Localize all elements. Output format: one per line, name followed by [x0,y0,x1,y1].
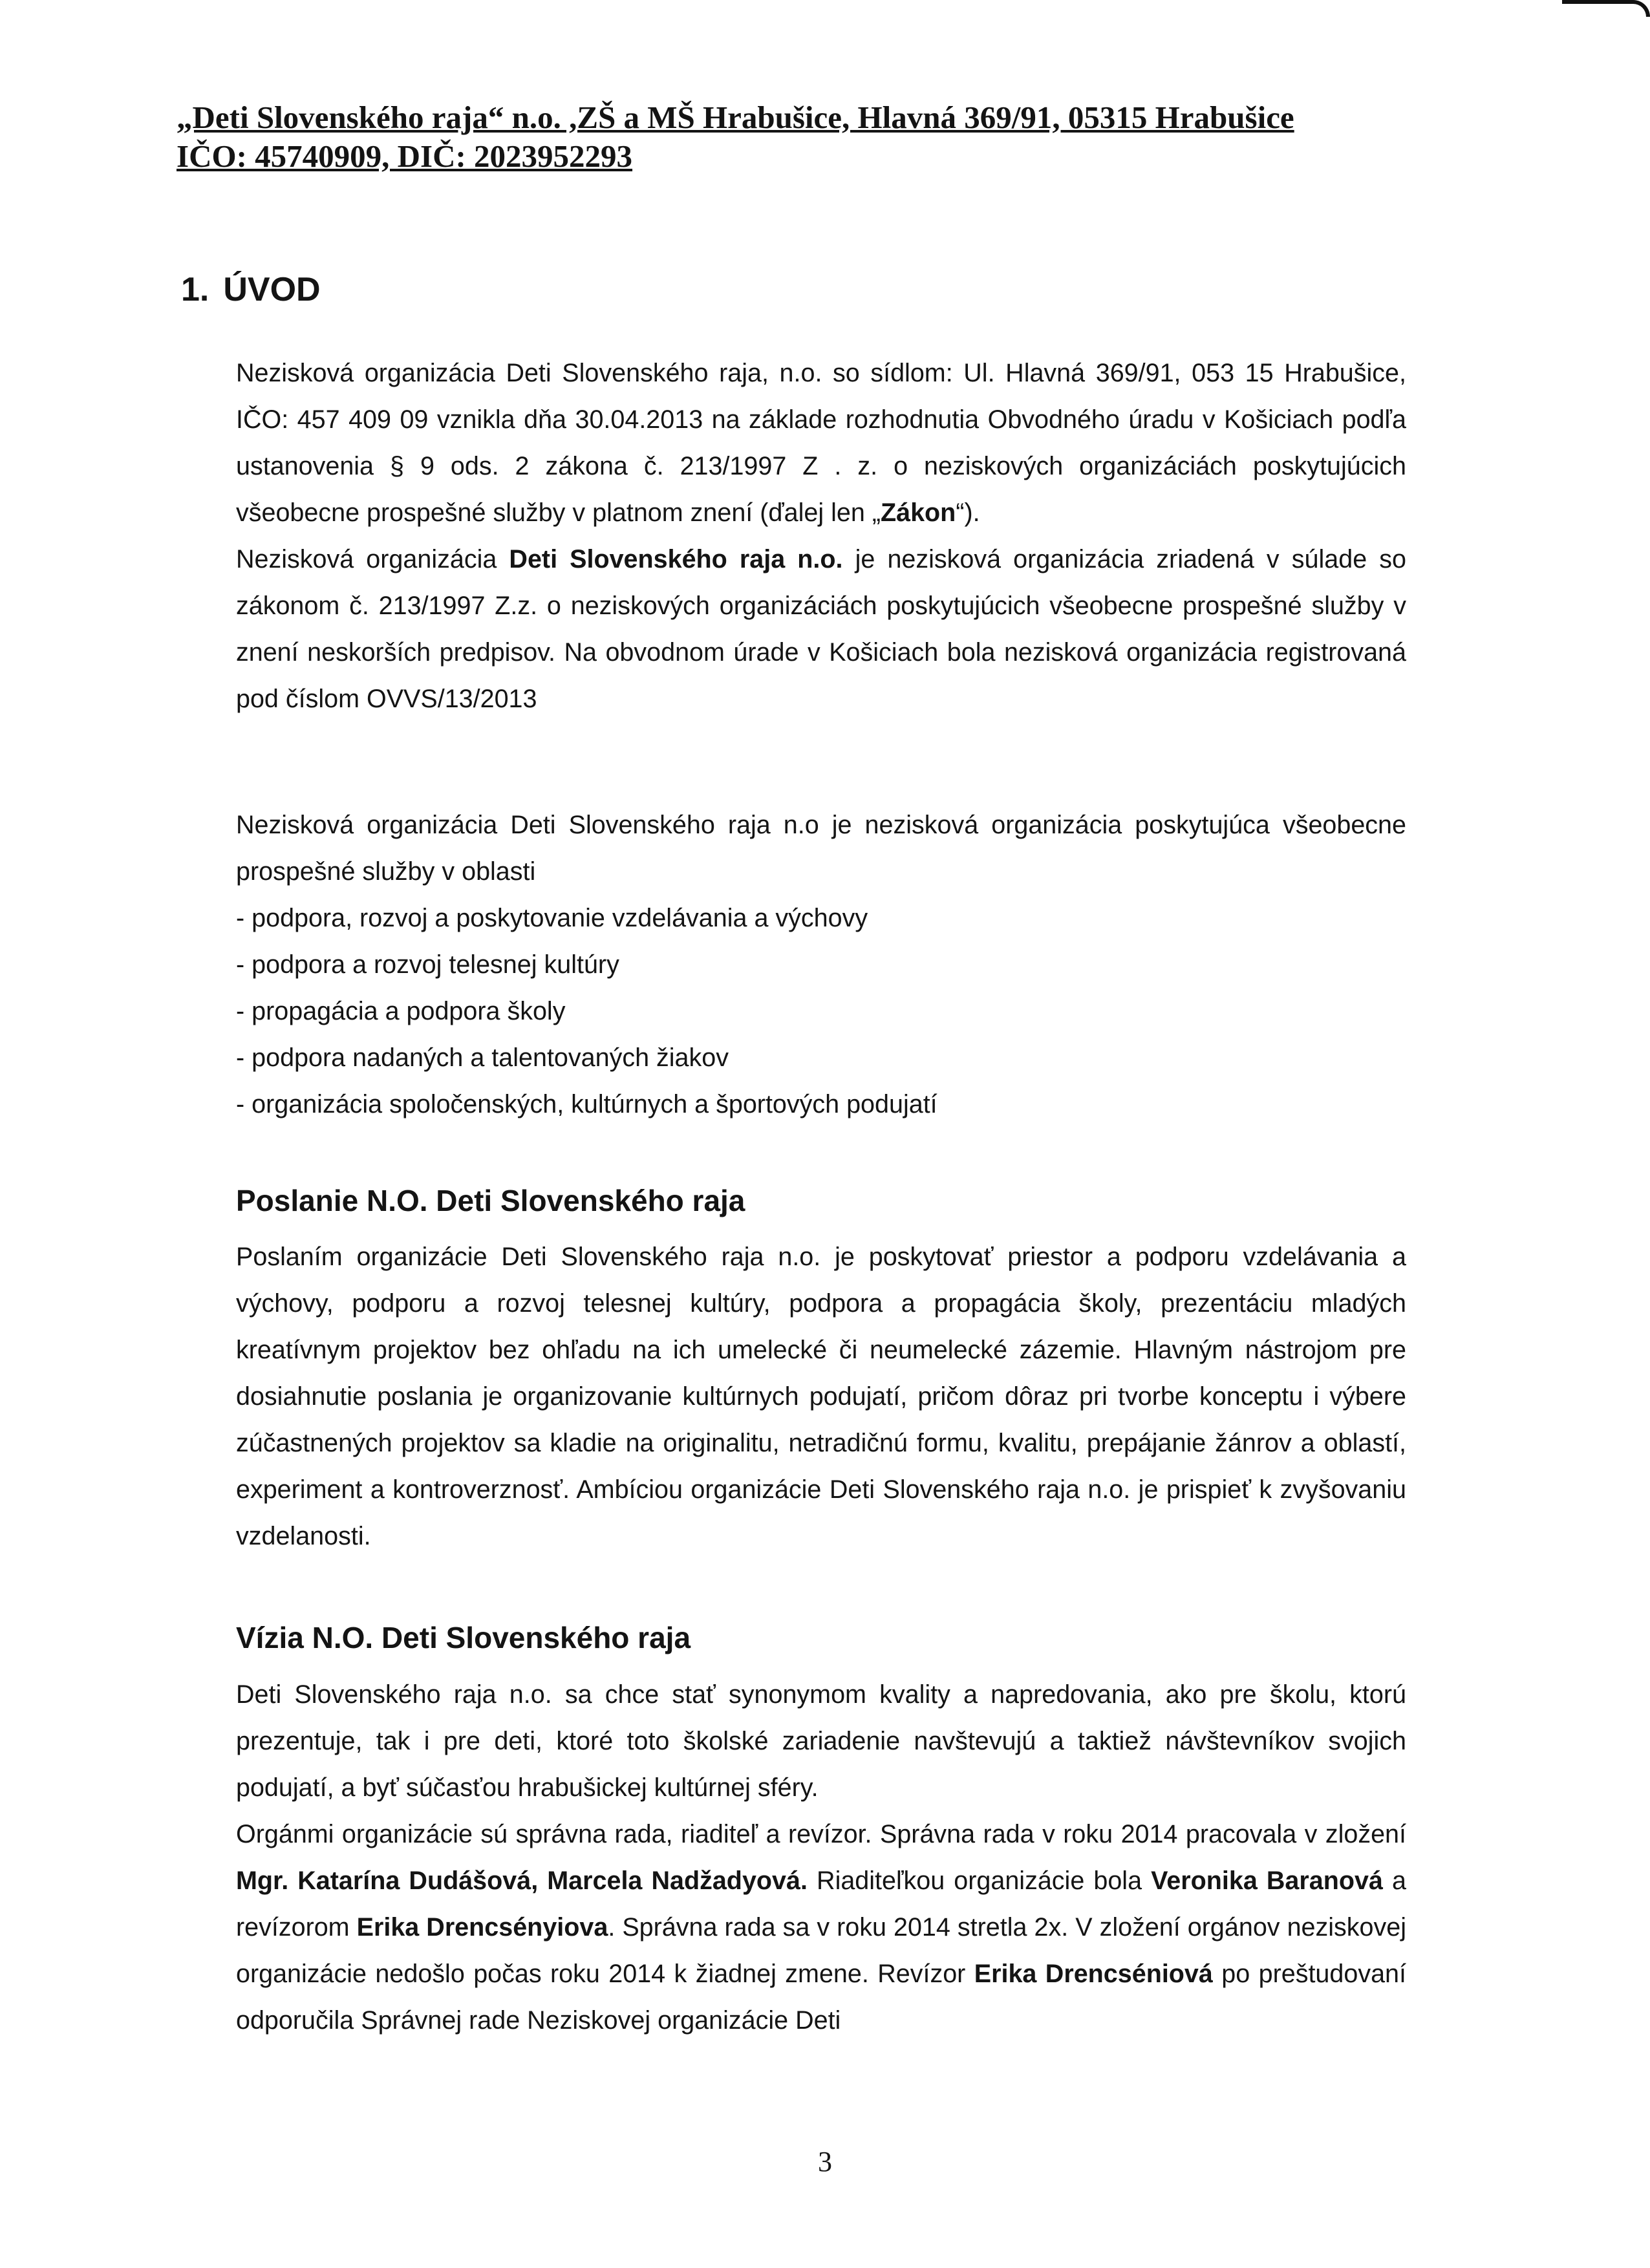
intro-p2-rest: je nezisková organizácia zriadená v súlade so zákonom č. 213/1997 Z.z. o neziskových organizáciách poskytujúcich všeobecne prospešné služby v znení neskorších predpisov. Na obvodnom úrade v Košiciach bola nezisková organizácia registrovaná pod číslom OVVS/13/2013 [236,545,1406,713]
organs-text-2: Riaditeľkou organizácie bola [807,1867,1152,1895]
scan-edge-mark [1562,0,1650,17]
list-item: - podpora, rozvoj a poskytovanie vzdelávania a výchovy [236,895,1406,941]
intro-paragraph-1 [236,350,1406,536]
services-lead: Nezisková organizácia Deti Slovenského raja n.o je nezisková organizácia poskytujúca všeobecne prospešné služby v oblasti [236,811,1406,886]
list-item: - podpora a rozvoj telesnej kultúry [236,941,1406,988]
intro-block [236,350,1406,722]
vision-block [236,1671,1406,2044]
header-line-1: „Deti Slovenského raja“ n.o. ,ZŠ a MŠ Hrabušice, Hlavná 369/91, 05315 Hrabušice [177,100,1294,135]
director-name: Veronika Baranová [1151,1867,1383,1895]
section-title [181,270,335,309]
auditor-name-2: Erika Drencséniová [974,1960,1213,1988]
intro-p1-end: “). [956,498,980,527]
list-item: - organizácia spoločenských, kultúrnych a športových podujatí [236,1081,1406,1128]
organs-paragraph [236,1811,1406,2044]
vision-text: Deti Slovenského raja n.o. sa chce stať synonymom kvality a napredovania, ako pre školu, ktorú prezentuje, tak i pre deti, ktoré toto školské zariadenie navštevujú a taktiež návštevníkov svojich podujatí, a byť súčasťou hrabušickej kultúrnej sféry. [236,1680,1406,1802]
vision-heading: Vízia N.O. Deti Slovenského raja [236,1621,691,1654]
intro-p2-start: Nezisková organizácia [236,545,509,573]
auditor-name: Erika Drencsényiova [356,1913,608,1942]
document-header [177,98,1294,176]
services-list [236,895,1406,1128]
section-number: 1. [181,271,209,308]
mission-heading: Poslanie N.O. Deti Slovenského raja [236,1184,745,1217]
intro-p1-text: Nezisková organizácia Deti Slovenského raja, n.o. so sídlom: Ul. Hlavná 369/91, 053 15 Hrabušice, IČO: 457 409 09 vznikla dňa 30.04.2013 na základe rozhodnutia Obvodného úradu v Košiciach podľa ustanovenia § 9 ods. 2 zákona č. 213/1997 Z . z. o neziskových organizáciách poskytujúcich všeobecne prospešné služby v platnom znení (ďalej len „ [236,359,1406,527]
board-members: Mgr. Katarína Dudášová, Marcela Nadžadyová. [236,1867,808,1895]
list-item: - propagácia a podpora školy [236,988,1406,1034]
list-item: - podpora nadaných a talentovaných žiakov [236,1034,1406,1081]
intro-paragraph-2 [236,536,1406,722]
organs-text-3: a revízorom [236,1867,1406,1942]
services-block [236,802,1406,1128]
mission-block [236,1234,1406,1559]
header-line-2: IČO: 45740909, DIČ: 2023952293 [177,138,633,174]
organs-text-5: po preštudovaní odporučila Správnej rade Neziskovej organizácie Deti [236,1960,1406,2035]
section-title-text: ÚVOD [223,271,321,308]
organs-text-1: Orgánmi organizácie sú správna rada, riaditeľ a revízor. Správna rada v roku 2014 pracovala v zložení [236,1820,1406,1848]
organs-text-4: . Správna rada sa v roku 2014 stretla 2x. V zložení orgánov neziskovej organizácie nedošlo počas roku 2014 k žiadnej zmene. Revízor [236,1913,1406,1988]
law-term: Zákon [880,498,956,527]
page-number: 3 [818,2146,832,2177]
mission-text: Poslaním organizácie Deti Slovenského raja n.o. je poskytovať priestor a podporu vzdelávania a výchovy, podporu a rozvoj telesnej kultúry, podpora a propagácia školy, prezentáciu mladých kreatívnym projektov bez ohľadu na ich umelecké či neumelecké zázemie. Hlavným nástrojom pre dosiahnutie poslania je organizovanie kultúrnych podujatí, pričom dôraz pri tvorbe konceptu i výbere zúčastnených projektov sa kladie na originalitu, netradičnú formu, kvalitu, prepájanie žánrov a oblastí, experiment a kontroverznosť. Ambíciou organizácie Deti Slovenského raja n.o. je prispieť k zvyšovaniu vzdelanosti. [236,1243,1406,1550]
org-name: Deti Slovenského raja n.o. [509,545,843,573]
